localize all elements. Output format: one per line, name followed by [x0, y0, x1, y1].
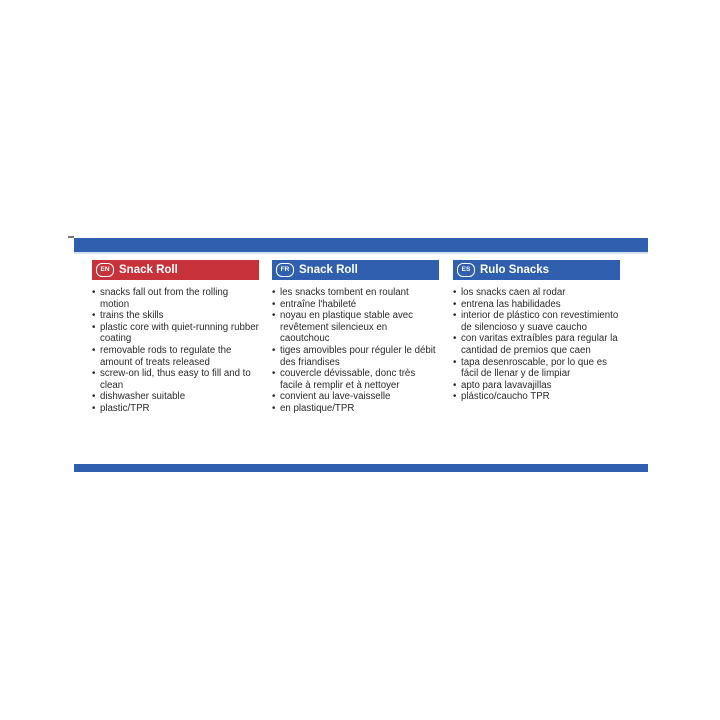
list-item: • plastic/TPR — [92, 403, 259, 415]
list-item: • tiges amovibles pour réguler le débit des friandises — [272, 345, 439, 368]
list-item: • con varitas extraíbles para regular la cantidad de premios que caen — [453, 333, 620, 356]
title-english: Snack Roll — [119, 264, 178, 276]
product-info-panel — [74, 238, 720, 474]
list-item: • screw-on lid, thus easy to fill and to clean — [92, 368, 259, 391]
list-item: • couvercle dévissable, donc très facile à remplir et à nettoyer — [272, 368, 439, 391]
feature-list-english — [92, 287, 259, 415]
list-item: • les snacks tombent en roulant — [272, 287, 439, 299]
list-item: • entrena las habilidades — [453, 299, 620, 311]
list-item: • interior de plástico con revestimiento de silencioso y suave caucho — [453, 310, 620, 333]
list-item: • en plastique/TPR — [272, 403, 439, 415]
list-item: • snacks fall out from the rolling motion — [92, 287, 259, 310]
top-blue-band — [74, 238, 648, 252]
list-item: • tapa desenroscable, por lo que es fácil de llenar y de limpiar — [453, 357, 620, 380]
list-item: • plástico/caucho TPR — [453, 391, 620, 403]
title-spanish: Rulo Snacks — [480, 264, 550, 276]
title-french: Snack Roll — [299, 264, 358, 276]
feature-list-spanish — [453, 287, 620, 403]
list-item: • trains the skills — [92, 310, 259, 322]
header-french — [272, 260, 439, 280]
top-band-highlight — [74, 252, 648, 254]
list-item: • los snacks caen al rodar — [453, 287, 620, 299]
list-item: • apto para lavavajillas — [453, 380, 620, 392]
list-item: • entraîne l'habileté — [272, 299, 439, 311]
language-badge-en: EN — [96, 263, 114, 277]
language-badge-es: ES — [457, 263, 475, 277]
header-english — [92, 260, 259, 280]
list-item: • noyau en plastique stable avec revêtement silencieux en caoutchouc — [272, 310, 439, 345]
list-item: • dishwasher suitable — [92, 391, 259, 403]
list-item: • removable rods to regulate the amount of treats released — [92, 345, 259, 368]
list-item: • convient au lave-vaisselle — [272, 391, 439, 403]
list-item: • plastic core with quiet-running rubber coating — [92, 322, 259, 345]
column-english — [92, 260, 259, 415]
column-french — [272, 260, 439, 415]
header-spanish — [453, 260, 620, 280]
language-badge-fr: FR — [276, 263, 294, 277]
bottom-blue-band — [74, 464, 648, 472]
feature-list-french — [272, 287, 439, 415]
column-spanish — [453, 260, 620, 403]
